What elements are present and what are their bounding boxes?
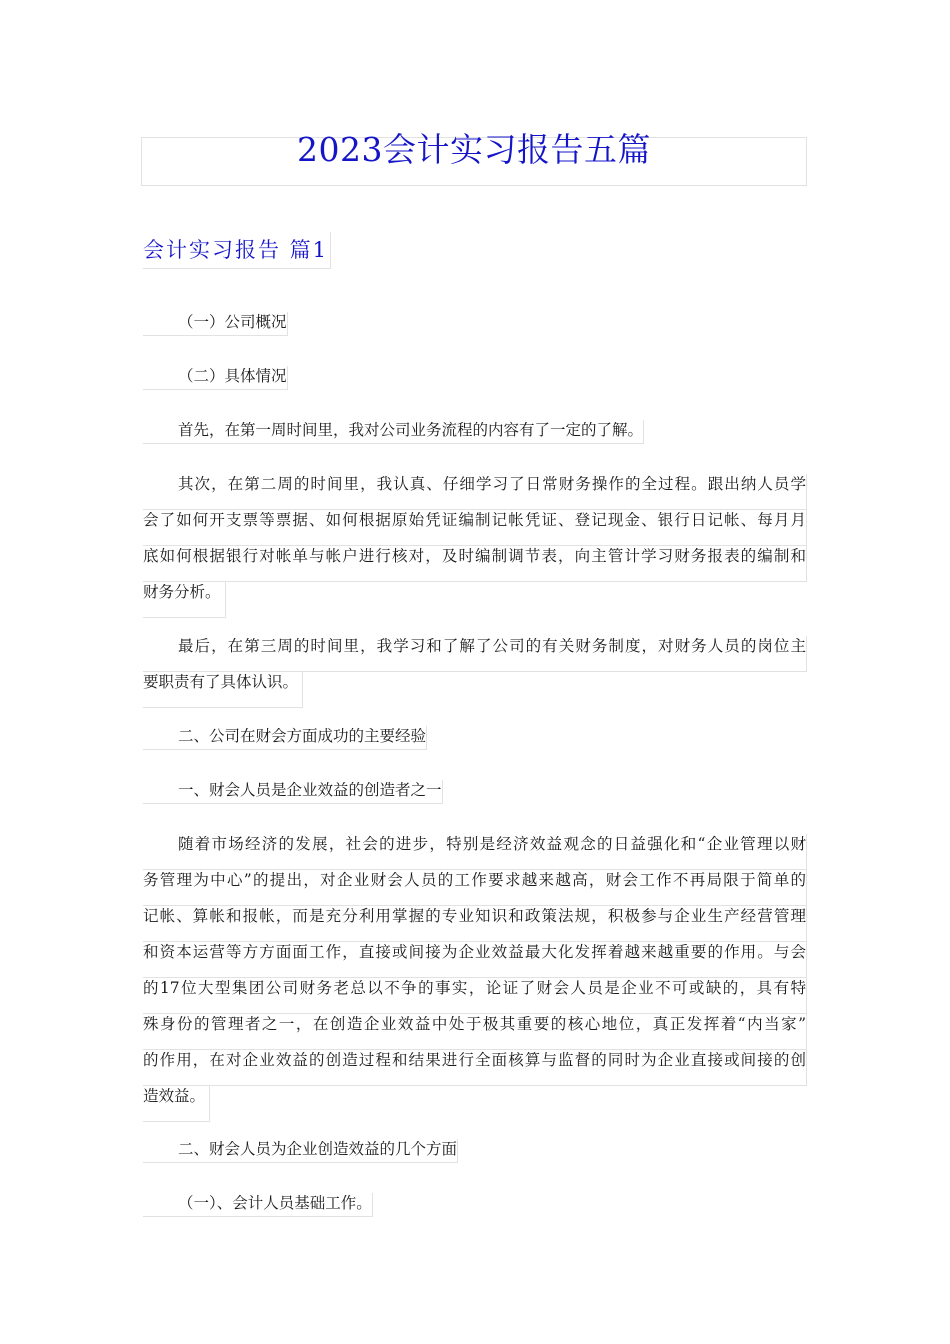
paragraph-line: 要职责有了具体认识。 — [143, 672, 303, 708]
paragraph-line: 的作用，在对企业效益的创造过程和结果进行全面核算与监督的同时为企业直接或间接的创 — [143, 1050, 807, 1086]
paragraph-line: 记帐、算帐和报帐，而是充分利用掌握的专业知识和政策法规，积极参与企业生产经营管理 — [143, 906, 807, 942]
section-heading: 会计实习报告 篇1 — [143, 232, 331, 269]
paragraph-line: 和资本运营等方方面面工作，直接或间接为企业效益最大化发挥着越来越重要的作用。与会 — [143, 942, 807, 978]
subheading-specific-situation: （二）具体情况 — [143, 366, 288, 390]
paragraph-third-week — [143, 636, 807, 712]
heading-basic-work: （一）、会计人员基础工作。 — [143, 1193, 373, 1217]
paragraph-line: 殊身份的管理者之一，在创造企业效益中处于极其重要的核心地位，真正发挥着“内当家” — [143, 1014, 807, 1050]
paragraph-line: 的17位大型集团公司财务老总以不争的事实，论证了财会人员是企业不可或缺的，具有特 — [143, 978, 807, 1014]
document-title-box — [141, 130, 807, 186]
heading-main-experience: 二、公司在财会方面成功的主要经验 — [143, 726, 427, 750]
heading-benefit-aspects: 二、财会人员为企业创造效益的几个方面 — [143, 1139, 458, 1163]
paragraph-value-creator — [143, 834, 807, 1126]
paragraph-first-week: 首先，在第一周时间里，我对公司业务流程的内容有了一定的了解。 — [143, 420, 644, 444]
paragraph-line: 随着市场经济的发展，社会的进步，特别是经济效益观念的日益强化和“企业管理以财 — [143, 834, 807, 870]
paragraph-line: 最后，在第三周的时间里，我学习和了解了公司的有关财务制度，对财务人员的岗位主 — [143, 636, 807, 672]
paragraph-line: 底如何根据银行对帐单与帐户进行核对，及时编制调节表，向主管计学习财务报表的编制和 — [143, 546, 807, 582]
paragraph-line: 财务分析。 — [143, 582, 226, 618]
paragraph-line: 会了如何开支票等票据、如何根据原始凭证编制记帐凭证、登记现金、银行日记帐、每月月 — [143, 510, 807, 546]
heading-value-creator: 一、财会人员是企业效益的创造者之一 — [143, 780, 443, 804]
subheading-company-overview: （一）公司概况 — [143, 312, 288, 336]
paragraph-line: 造效益。 — [143, 1086, 210, 1122]
document-title: 2023会计实习报告五篇 — [297, 130, 651, 169]
paragraph-line: 其次，在第二周的时间里，我认真、仔细学习了日常财务操作的全过程。跟出纳人员学 — [143, 474, 807, 510]
paragraph-second-week — [143, 474, 807, 622]
paragraph-line: 务管理为中心”的提出，对企业财会人员的工作要求越来越高，财会工作不再局限于简单的 — [143, 870, 807, 906]
